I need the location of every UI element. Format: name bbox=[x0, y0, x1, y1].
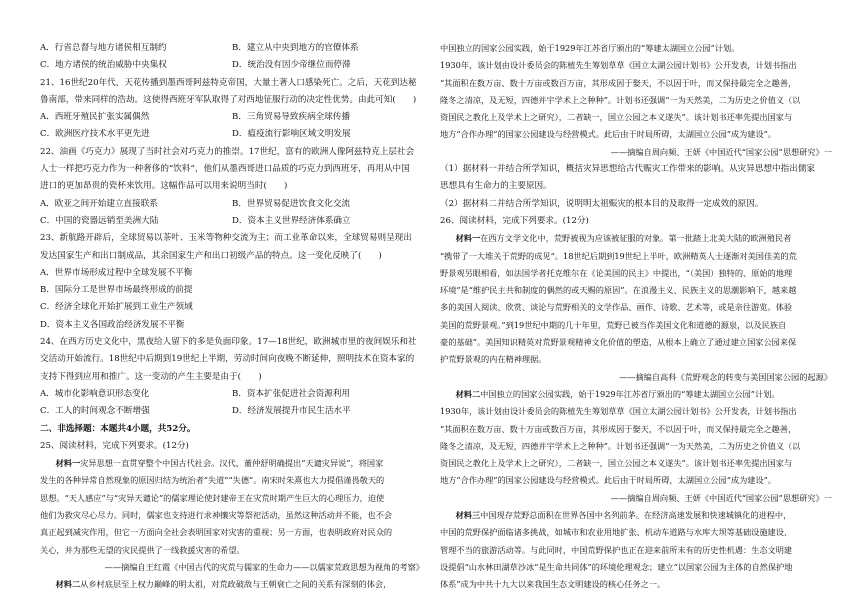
option-c[interactable]: C．经济全球化开始扩展到工业生产领域 bbox=[40, 302, 193, 313]
material-source: ——摘编自高科《荒野观念的转变与美国国家公园的起源》 bbox=[619, 371, 832, 382]
right-column bbox=[440, 40, 832, 594]
material-label: 材料一 bbox=[455, 233, 481, 244]
q22-options-row2 bbox=[40, 213, 424, 230]
material-paragraph-line: 发生的各种异常自然现象的原因归结为统治者“失道”“失德”。南宋时朱熹也大力提倡谨畏敬天的 bbox=[40, 475, 385, 486]
option-c[interactable]: C．地方诸侯的统治威胁中央集权 bbox=[40, 60, 167, 71]
material-paragraph-line bbox=[440, 507, 832, 524]
q24-stem-line: 交活动开始流行。18世纪中后期到19世纪上半期，劳动时间向夜晚不断延伸，照明技术在资本家的 bbox=[40, 354, 415, 365]
q21-options-row2 bbox=[40, 126, 424, 143]
material-paragraph-line: 1930年，该计划由设计委员会的陈植先生筹划草草《国立太湖公园计划书》公开发表，计划书指出 bbox=[440, 60, 797, 71]
option-a[interactable]: A．世界市场形成过程中全球发展不平衡 bbox=[40, 267, 193, 278]
material-paragraph-line: 设提倡“山水林田湖草沙冰”是生命共同体”的环境伦理观念；建立“以国家公园为主体的自然保护地 bbox=[440, 561, 793, 572]
material-paragraph-line: 野景观另眼相看，如法国学者托克维尔在《论美国的民主》中提出，“（美国）独特的、原始的地理 bbox=[440, 267, 793, 278]
material-paragraph-line: 中国的荒野保护面临诸多挑战，如城市和农业用地扩张、机动车道路与水库大坝等基础设施建设、 bbox=[440, 527, 793, 538]
option-b[interactable]: B．三角贸易导致疾病全球传播 bbox=[232, 112, 351, 123]
q23-stem-line: 23、新航路开辟后，全球贸易以茶叶、玉米等物种交流为主；而工业革命以来，全球贸易则呈现出 bbox=[40, 233, 412, 244]
material-paragraph-line: 资国民之教化上及学术上之研究），二者缺一，国立公园之本义遂失”。该计划书还率先提出国家与 bbox=[440, 112, 793, 123]
material-paragraph-line: 隆冬之清凉，及无短，四德并宇学术上之种种”。计划书还强调“一为天然美，二为历史之价值义（以 bbox=[440, 440, 801, 451]
material-paragraph-line: 地方“合作办理”的国家公园建设与经营模式。此后由于时局所碍，太湖国立公园“成为建设”。 bbox=[440, 475, 777, 486]
material-label: 材料二 bbox=[455, 388, 481, 399]
option-a[interactable]: A．城市化影响意识形态变化 bbox=[40, 388, 150, 399]
material-paragraph-line: 真正起到减灾作用，但它一方面向全社会表明国家对灾害的重视；另一方面，也表明政府对民众的 bbox=[40, 527, 393, 538]
material-paragraph-line: “其面积在数万亩、数十万亩或数百万亩，其形成因于娶天，不以因于叶，而又保持最完全之趣善， bbox=[440, 77, 797, 88]
material-text: 中国独立的国家公园实践，始于1929年江苏省厅颁出的“筹建太湖国立公园”计划。 bbox=[480, 388, 780, 399]
material-paragraph-line bbox=[440, 386, 832, 403]
q25-requirement-1-cont: 思想具有生命力的主要原因。 bbox=[440, 181, 552, 192]
option-c[interactable]: C．欧洲医疗技术水平更先进 bbox=[40, 129, 150, 140]
material-paragraph-line: 关心，并为那些无望的灾民提供了一线救援灾害的希望。 bbox=[40, 544, 245, 555]
option-c[interactable]: C．工人的时间观念不断增强 bbox=[40, 406, 150, 417]
q21-stem-line: 鲁南部，带来同样的浩劫。这使得西班牙军队取得了对西地征服行动的决定性优势。由此可知( ) bbox=[40, 94, 417, 105]
option-b[interactable]: B．资本扩张促进社会资源利用 bbox=[232, 388, 351, 399]
option-d[interactable]: D．统治没有因少帝继位而停滞 bbox=[232, 60, 351, 71]
material-source: ——摘编自周向频、王妍《中国近代“国家公园”思想研究》一 bbox=[610, 146, 832, 157]
q24-stem-line: 24、在西方历史文化中，黑夜给人留下的多是负面印象。17—18世纪，欧洲城市里的夜间娱乐和社 bbox=[40, 337, 417, 348]
option-b[interactable]: B．世界贸易促进饮食文化交流 bbox=[232, 198, 351, 209]
material-paragraph-line: 豪的基础”。美国知识精英对荒野景观精神文化价值的塑造，从根本上确立了通过建立国家公园来保 bbox=[440, 337, 797, 348]
material-paragraph-line bbox=[440, 230, 832, 247]
section-heading: 二、非选择题：本题共4小题，共52分。 bbox=[40, 423, 196, 434]
q23-stem-line: 发达国家生产和出口制成品，其余国家生产和出口初级产品的特点。这一变化反映了( ) bbox=[40, 250, 382, 261]
q26-heading: 26、阅读材料，完成下列要求。(12分) bbox=[440, 215, 589, 226]
material-label: 材料三 bbox=[455, 510, 481, 521]
material-paragraph-line: 美国的荒野景观。”到19世纪中期的几十年里，荒野已被当作美国文化和道德的源泉，以及民族自 bbox=[440, 319, 787, 330]
material-source: ——摘编自周向频、王妍《中国近代“国家公园”思想研究》一 bbox=[610, 492, 832, 503]
material-paragraph-line: 护荒野景观的内在精神理据。 bbox=[440, 354, 547, 365]
material-paragraph-line bbox=[40, 576, 424, 593]
q22-stem-line: 22、油画《巧克力》展现了当时社会对巧克力的推崇。17世纪，富有的欧洲人像阿兹特克上层社会 bbox=[40, 146, 415, 157]
q25-requirement-1: （1）据材料一并结合所学知识，概括灾异思想给古代赈灾工作带来的影响。从灾异思想中指出儒家 bbox=[440, 164, 816, 175]
material-paragraph-line: 体系”成为中共十九大以来我国生态文明建设的核心任务之一。 bbox=[440, 579, 666, 590]
material-label: 材料二 bbox=[55, 579, 81, 590]
material-paragraph-line: 中国独立的国家公园实践，始于1929年江苏省厅颁出的“筹建太湖国立公园”计划。 bbox=[440, 43, 740, 53]
q22-stem-line: 人士一样把巧克力作为一种奢侈的“饮料”，他们从墨西哥进口品质的巧克力到西班牙，再用从中国 bbox=[40, 164, 410, 175]
option-d[interactable]: D．瘟疫流行影响区域文明发展 bbox=[232, 129, 351, 140]
q20-options-row2 bbox=[40, 57, 424, 74]
material-paragraph-line bbox=[40, 455, 424, 472]
q24-options-row2 bbox=[40, 403, 424, 420]
material-source: ——摘编自王红霞《中国古代的灾荒与儒家的生命力——以儒家荒政思想为视角的考察》 bbox=[104, 561, 424, 572]
material-text: 灾异思想一直贯穿整个中国古代社会。汉代，董仲舒明确提出“天谴灾异说”，将国家 bbox=[80, 458, 384, 469]
material-paragraph-line: 多的美国人阅读、欣赏、谈论与荒野相关的文学作品、画作、诗歌、艺术等，或是亲往游览。体验 bbox=[440, 302, 793, 313]
option-d[interactable]: D．资本主义世界经济体系确立 bbox=[232, 215, 351, 226]
material-paragraph-line: 资国民之教化上及学术上之研究），二者缺一，国立公园之本义遂失”。该计划书还率先提出国家与 bbox=[440, 458, 793, 469]
option-a[interactable]: A．行省总督与地方诸侯相互制约 bbox=[40, 43, 167, 53]
material-paragraph-line: 管理不当的旅游活动等。与此同时，中国荒野保护也正在迎来前所未有的历史性机遇：生态文明建 bbox=[440, 544, 793, 555]
option-b[interactable]: B．建立从中央到地方的官僚体系 bbox=[232, 43, 359, 53]
q22-options-row1 bbox=[40, 196, 424, 213]
material-text: 从乡村底层至上权力巅峰的明太祖，对荒政破敌与王朝衰亡之间的关系有深刻的体会， bbox=[80, 579, 392, 590]
option-a[interactable]: A．欧亚之间开始建立直接联系 bbox=[40, 198, 158, 209]
option-b[interactable]: B．国际分工是世界市场最终形成的前提 bbox=[40, 285, 193, 296]
material-paragraph-line: 1930年，该计划由设计委员会的陈植先生筹划草草《国立太湖公园计划书》公开发表，计划书指出 bbox=[440, 406, 797, 417]
q25-requirement-2: （2）据材料二并结合所学知识，说明明太祖赈灾的根本目的及取得一定成效的原因。 bbox=[440, 198, 764, 209]
left-column bbox=[40, 40, 424, 594]
material-label: 材料一 bbox=[55, 458, 81, 469]
material-paragraph-line: 隆冬之清凉，及无短，四德并宇学术上之种种”。计划书还强调“一为天然美，二为历史之价值义（以 bbox=[440, 94, 801, 105]
q24-stem-line: 支持下得到应用和推广。这一变动的产生主要是由于( ) bbox=[40, 371, 262, 382]
material-text: 在西方文学文化中，荒野被视为应该被征服的对象。第一批踏上北美大陆的欧洲殖民者 bbox=[480, 233, 792, 244]
material-text: 中国现存荒野总面积在世界各国中名列前茅。在经济高速发展和快速城镇化的进程中， bbox=[480, 510, 792, 521]
option-a[interactable]: A．西班牙殖民扩张实属偶然 bbox=[40, 112, 150, 123]
material-paragraph-line: “其面积在数万亩、数十万亩或数百万亩，其形成因于娶天，不以因于叶，而又保持最完全之趣善， bbox=[440, 423, 797, 434]
q21-stem-line: 21、16世纪20年代，天花传播到墨西哥阿兹特克帝国，大量土著人口感染死亡。之后，天花到达秘 bbox=[40, 77, 417, 88]
material-paragraph-line: 他们为救灾尽心尽力。同时，儒家也支持进行求神攘灾等祭祀活动，虽然这种活动并不能，也不会 bbox=[40, 510, 393, 521]
q24-options-row1 bbox=[40, 386, 424, 403]
q25-heading: 25、阅读材料，完成下列要求。(12分) bbox=[40, 440, 189, 451]
q22-stem-line: 进口的更加昂贵的瓷杯来饮用。这幅作品可以用来说明当时( ) bbox=[40, 181, 288, 192]
option-c[interactable]: C．中国的瓷器远销至美洲大陆 bbox=[40, 215, 159, 226]
q20-options-row1 bbox=[40, 40, 424, 57]
option-d[interactable]: D．资本主义各国政治经济发展不平衡 bbox=[40, 319, 185, 330]
q21-options-row1 bbox=[40, 109, 424, 126]
material-paragraph-line: 环境”是“维护民主共和制度的偶然的或天赐的原因”。在浪漫主义、民族主义的思潮影响下，越来越 bbox=[440, 285, 797, 296]
material-paragraph-line: 地方“合作办理”的国家公园建设与经营模式。此后由于时局所碍，太湖国立公园“成为建设”。 bbox=[440, 129, 777, 140]
material-paragraph-line: 思想。“天人感应”与“灾异天谴论”的儒家理论使封建帝王在灾荒时期产生巨大的心理压力，迫使 bbox=[40, 492, 385, 503]
option-d[interactable]: D．经济发展提升市民生活水平 bbox=[232, 406, 351, 417]
material-paragraph-line: “携带了一大堆关于荒野的成见”。18世纪后期到19世纪上半叶，欧洲精英人士逐渐对美国佳美的荒 bbox=[440, 250, 797, 261]
